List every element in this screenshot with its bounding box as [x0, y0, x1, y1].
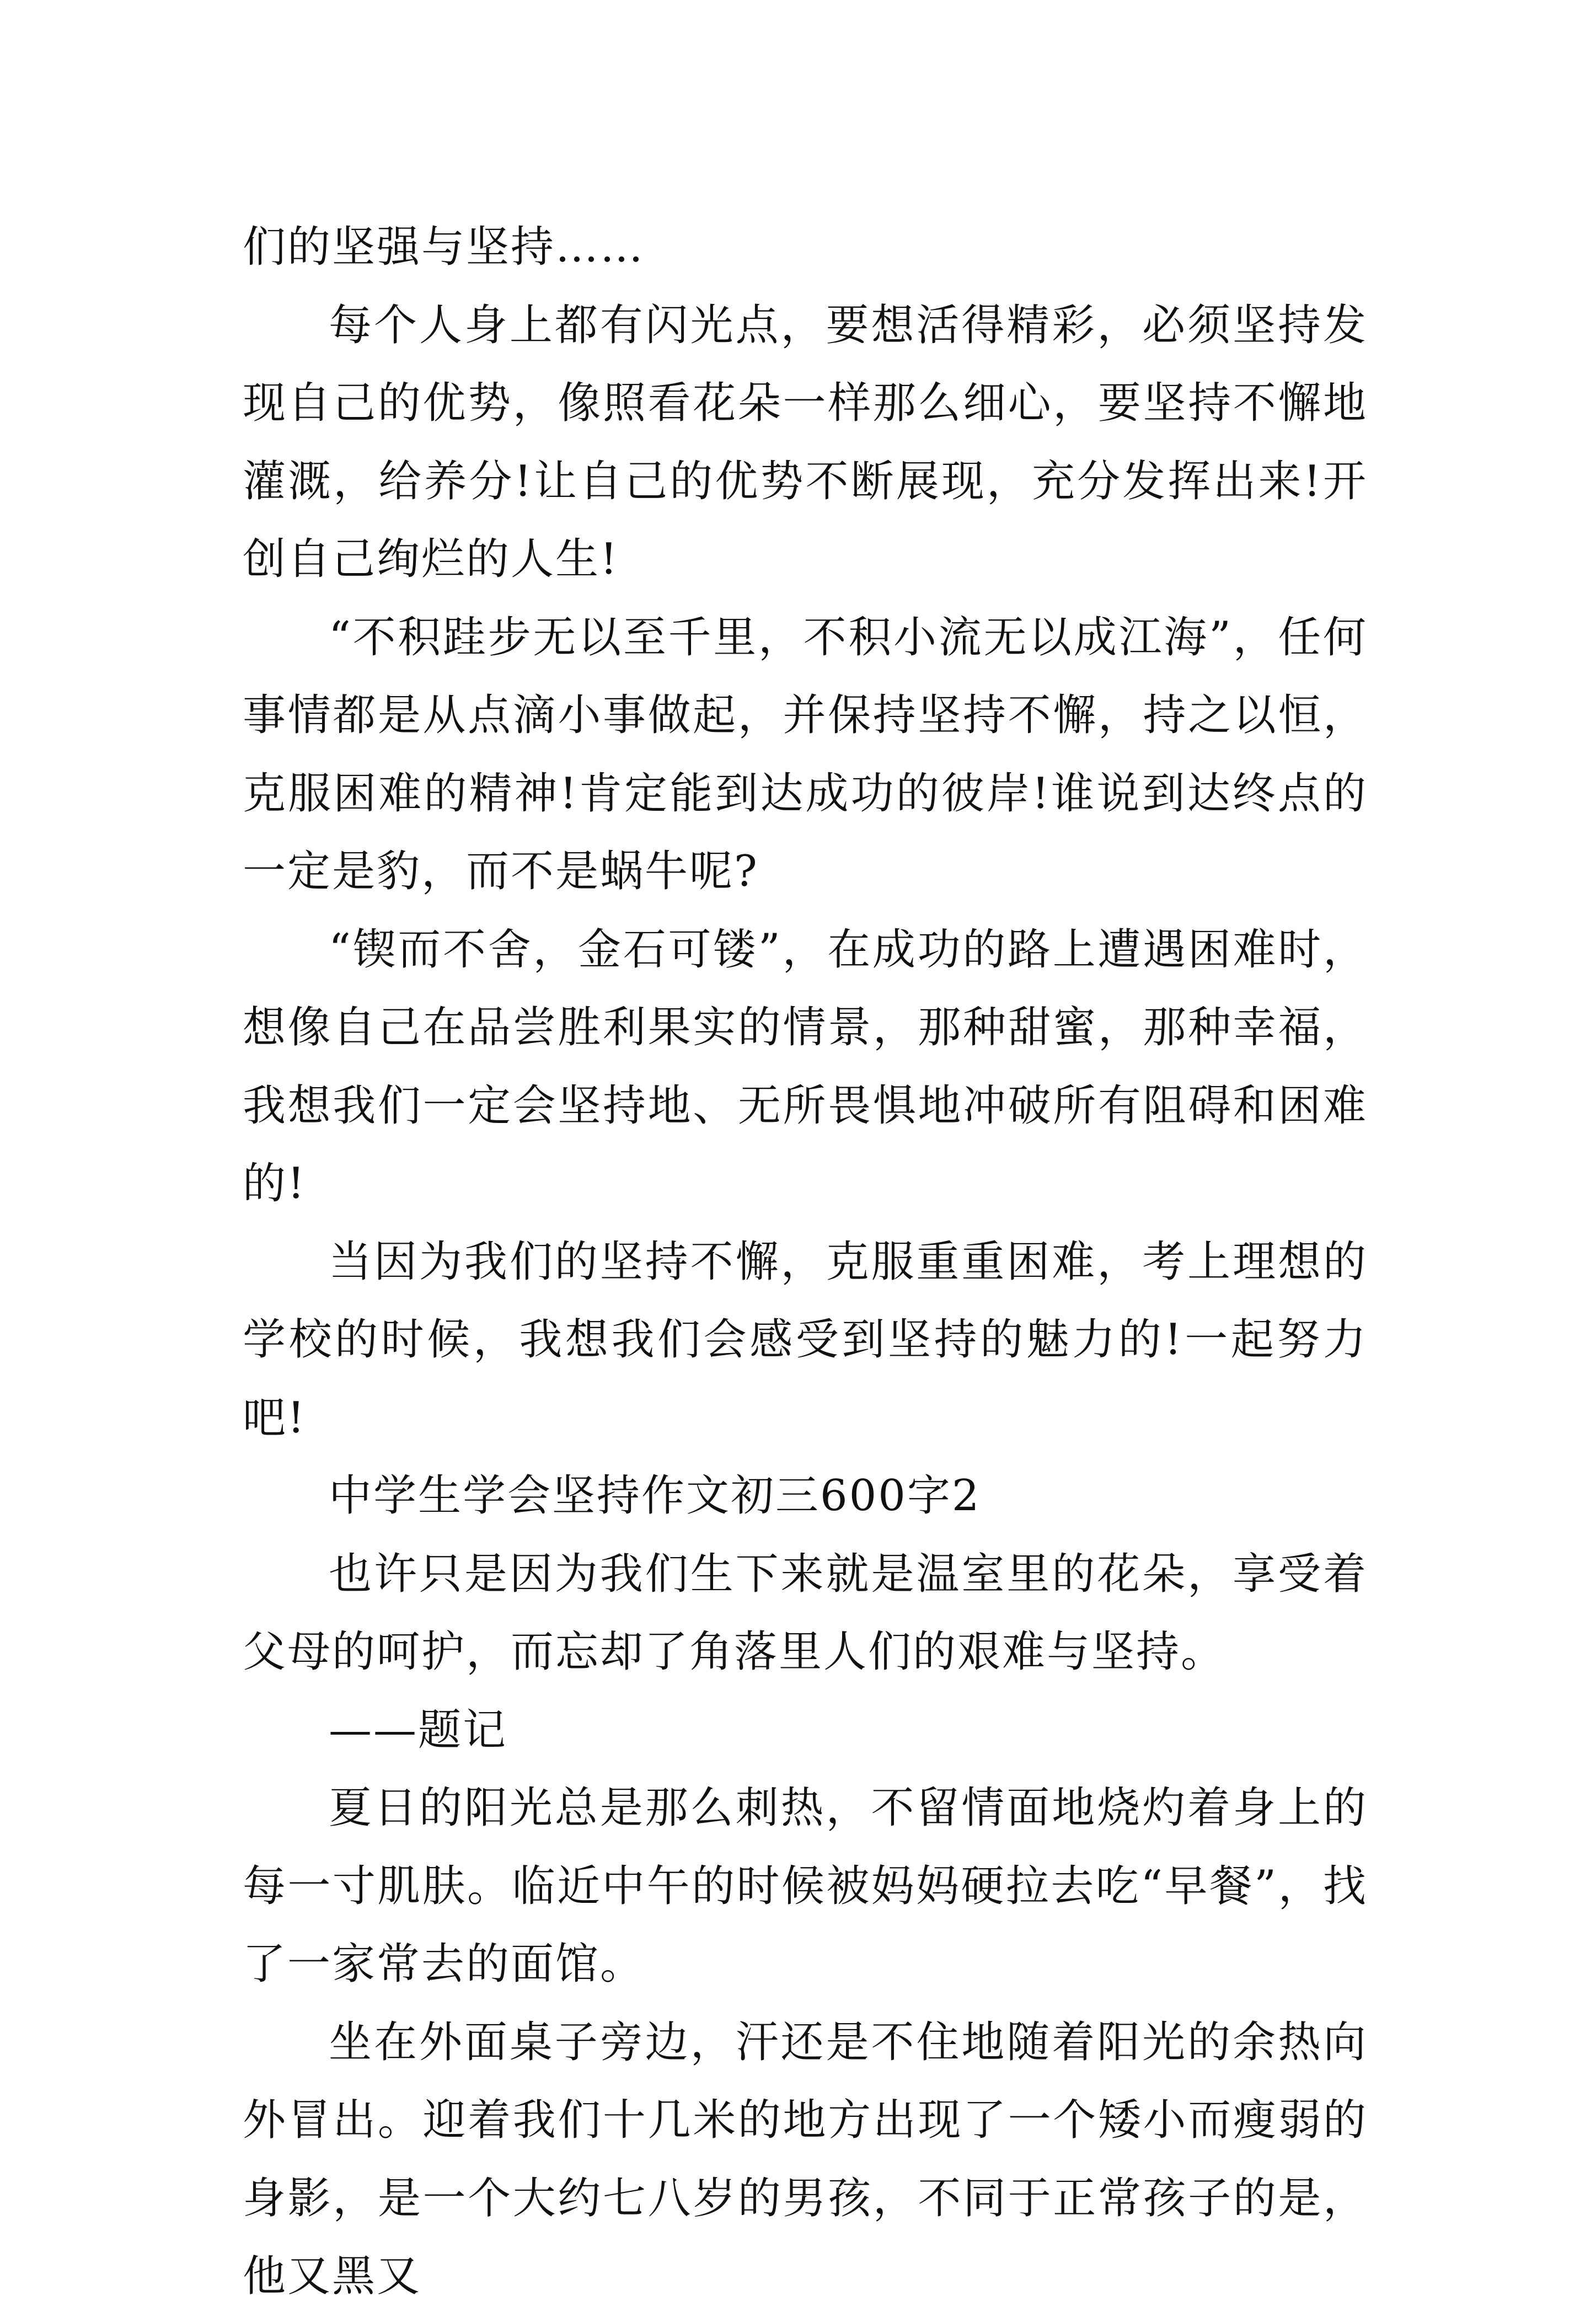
document-body: [243, 208, 1368, 2316]
paragraph: “不积跬步无以至千里，不积小流无以成江海”，任何事情都是从点滴小事做起，并保持坚持不懈，持之以恒，克服困难的精神!肯定能到达成功的彼岸!谁说到达终点的一定是豹，而不是蜗牛呢?: [243, 612, 1368, 896]
paragraph: 坐在外面桌子旁边，汗还是不住地随着阳光的余热向外冒出。迎着我们十几米的地方出现了一个矮小而瘦弱的身影，是一个大约七八岁的男孩，不同于正常孩子的是，他又黑又: [243, 2017, 1368, 2301]
paragraph: 夏日的阳光总是那么刺热，不留情面地烧灼着身上的每一寸肌肤。临近中午的时候被妈妈硬拉去吃“早餐”，找了一家常去的面馆。: [243, 1783, 1368, 1989]
paragraph-continuation: 们的坚强与坚持……: [243, 222, 645, 272]
paragraph: 每个人身上都有闪光点，要想活得精彩，必须坚持发现自己的优势，像照看花朵一样那么细心，要坚持不懈地灌溉，给养分!让自己的优势不断展现，充分发挥出来!开创自己绚烂的人生!: [243, 300, 1368, 584]
paragraph: 当因为我们的坚持不懈，克服重重困难，考上理想的学校的时候，我想我们会感受到坚持的魅力的!一起努力吧!: [243, 1237, 1368, 1443]
essay-title: 中学生学会坚持作文初三600字2: [329, 1471, 981, 1521]
paragraph: “锲而不舍，金石可镂”，在成功的路上遭遇困难时，想像自己在品尝胜利果实的情景，那种甜蜜，那种幸福，我想我们一定会坚持地、无所畏惧地冲破所有阻碍和困难的!: [243, 924, 1368, 1208]
paragraph: 也许只是因为我们生下来就是温室里的花朵，享受着父母的呵护，而忘却了角落里人们的艰难与坚持。: [243, 1549, 1368, 1677]
epigraph-attribution: ——题记: [329, 1705, 508, 1755]
